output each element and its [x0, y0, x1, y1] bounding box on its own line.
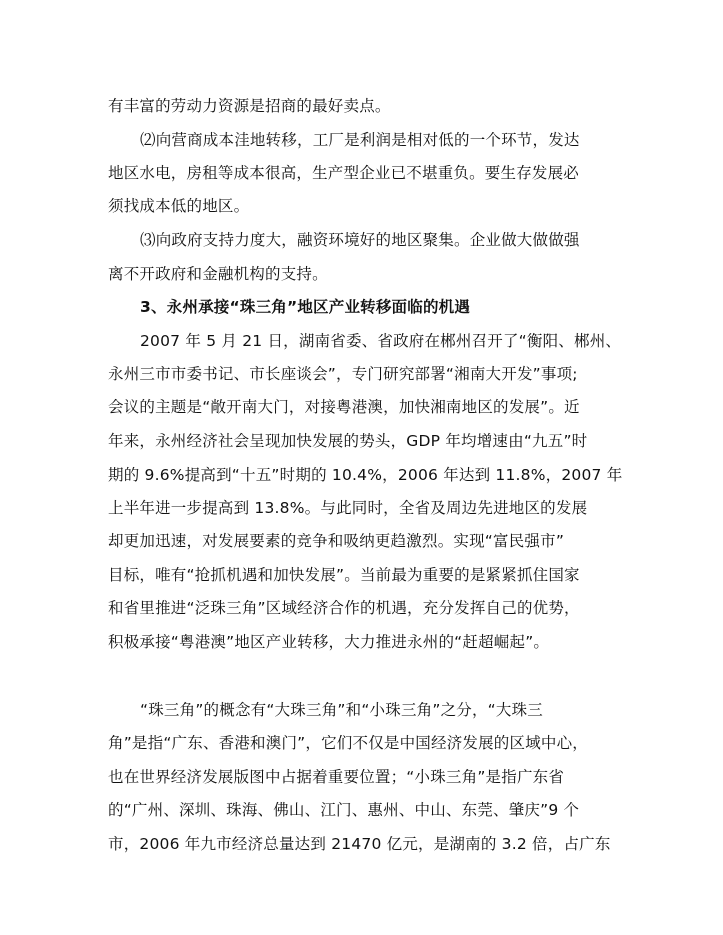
text-line: 上半年进一步提高到 13.8%。与此同时，全省及周边先进地区的发展 — [108, 499, 588, 517]
text-line: 的“广州、深圳、珠海、佛山、江门、惠州、中山、东莞、肇庆”9 个 — [108, 801, 580, 819]
text-line: ⑶向政府支持力度大，融资环境好的地区聚集。企业做大做做强 — [140, 231, 580, 249]
text-line: 2007 年 5 月 21 日，湖南省委、省政府在郴州召开了“衡阳、郴州、 — [140, 332, 622, 350]
text-line: 市，2006 年九市经济总量达到 21470 亿元，是湖南的 3.2 倍，占广东 — [108, 835, 611, 853]
text-line: 期的 9.6%提高到“十五”时期的 10.4%，2006 年达到 11.8%，2007 年 — [108, 466, 623, 484]
text-line: “珠三角”的概念有“大珠三角”和“小珠三角”之分，“大珠三 — [140, 701, 544, 719]
text-line: 年来，永州经济社会呈现加快发展的势头，GDP 年均增速由“九五”时 — [108, 432, 588, 450]
text-line: 积极承接“粤港澳”地区产业转移，大力推进永州的“赶超崛起”。 — [108, 633, 550, 651]
text-line: 角”是指“广东、香港和澳门”，它们不仅是中国经济发展的区域中心， — [108, 734, 588, 752]
text-line: 永州三市市委书记、市长座谈会”，专门研究部署“湘南大开发”事项; — [108, 365, 578, 383]
text-line: 须找成本低的地区。 — [108, 197, 250, 215]
text-line: 和省里推进“泛珠三角”区域经济合作的机遇，充分发挥自己的优势， — [108, 599, 580, 617]
text-line: 也在世界经济发展版图中占据着重要位置；“小珠三角”是指广东省 — [108, 768, 565, 786]
text-line: 离不开政府和金融机构的支持。 — [108, 265, 328, 283]
section-heading: 3、永州承接“珠三角”地区产业转移面临的机遇 — [140, 298, 471, 316]
text-line: 有丰富的劳动力资源是招商的最好卖点。 — [108, 97, 391, 115]
text-line: 会议的主题是“敞开南大门，对接粤港澳，加快湘南地区的发展”。近 — [108, 398, 580, 416]
text-line: 却更加迅速，对发展要素的竞争和吸纳更趋激烈。实现“富民强市” — [108, 532, 565, 550]
text-line: 目标，唯有“抢抓机遇和加快发展”。当前最为重要的是紧紧抓住国家 — [108, 566, 580, 584]
text-line: 地区水电，房租等成本很高，生产型企业已不堪重负。要生存发展必 — [108, 164, 580, 182]
text-line: ⑵向营商成本洼地转移，工厂是利润是相对低的一个环节，发达 — [140, 131, 580, 149]
